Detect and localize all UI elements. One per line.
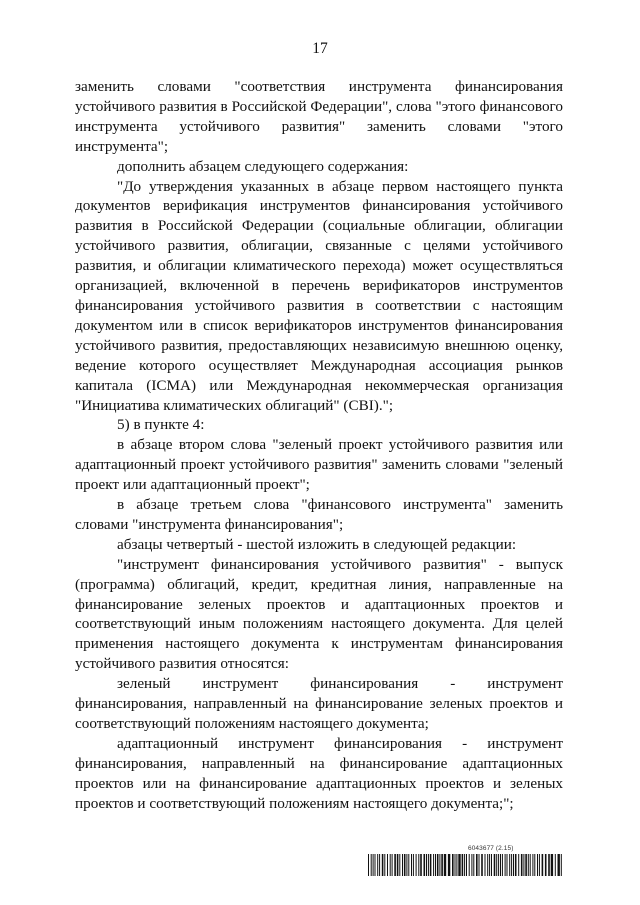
barcode-bar xyxy=(387,854,388,876)
barcode-bar xyxy=(534,854,535,876)
barcode-bar xyxy=(561,854,562,876)
barcode-bar xyxy=(518,854,519,876)
barcode-bar xyxy=(402,854,403,876)
barcode-bar xyxy=(428,854,429,876)
barcode-bar xyxy=(537,854,538,876)
barcode-bar xyxy=(502,854,503,876)
barcode-bar xyxy=(413,854,414,876)
barcode-bar xyxy=(523,854,524,876)
barcode-bar xyxy=(558,854,560,876)
paragraph: в абзаце втором слова "зеленый проект устойчивого развития или адаптационный проект устойчивого развития" заменить словами "зеленый проект или адаптационный проект"; xyxy=(75,436,563,494)
barcode-bar xyxy=(399,854,400,876)
barcode-bar xyxy=(511,854,512,876)
paragraph: в абзаце третьем слова "финансового инструмента" заменить словами "инструмента финансирования"; xyxy=(75,496,563,533)
barcode-bar xyxy=(455,854,456,876)
barcode-bar xyxy=(500,854,501,876)
barcode-bar xyxy=(521,854,523,876)
barcode-bar xyxy=(382,854,384,876)
barcode-bar xyxy=(471,854,472,876)
barcode-bar xyxy=(494,854,496,876)
barcode-bar xyxy=(375,854,376,876)
barcode-bar xyxy=(408,854,409,876)
barcode-bar xyxy=(539,854,540,876)
barcode-bar xyxy=(420,854,422,876)
paragraph: "инструмент финансирования устойчивого развития" - выпуск (программа) облигаций, кредит, кредитная линия, направленные на финансирование зеленых проектов и адаптационных проектов и соответствующий иным положениям настоящего документа. Для целей применения настоящего документа к инструментам финансирования устойчивого развития относятся: xyxy=(75,555,563,673)
barcode-bar xyxy=(548,854,550,876)
barcode-bar xyxy=(545,854,547,876)
paragraph: адаптационный инструмент финансирования - инструмент финансирования, направленный на финансирование адаптационных проектов или на финансирование адаптационных проектов и зеленых проектов и соответствующий положениям настоящего документа;"; xyxy=(75,734,563,812)
barcode-bar xyxy=(448,854,450,876)
barcode-bar xyxy=(456,854,457,876)
barcode-bar xyxy=(462,854,464,876)
barcode-bar xyxy=(371,854,372,876)
barcode-bar xyxy=(368,854,369,876)
barcode-bar xyxy=(373,854,374,876)
barcode-bar xyxy=(394,854,396,876)
barcode-bar xyxy=(489,854,490,876)
barcode-bar xyxy=(530,854,531,876)
barcode-bar xyxy=(487,854,488,876)
barcode-bar xyxy=(377,854,378,876)
paragraph: "До утверждения указанных в абзаце первом настоящего пункта документов верификация инструментов финансирования устойчивого развития в Российской Федерации (социальные облигации, облигации устойчивого развития, облигации, связанные с целями устойчивого развития, и облигации климатического перехода) может осуществляться организацией, включенной в перечень верификаторов инструментов финансирования устойчивого развития в соответствии с настоящим документом или в список верификаторов инструментов финансирования устойчивого развития, предоставляющих независимую внешнюю оценку, ведение которого осуществляет Международная ассоциация рынков капитала (ICMA) или Международная некоммерческая организация "Инициатива климатических облигаций" (CBI)."; xyxy=(75,177,563,414)
paragraph: заменить словами "соответствия инструмента финансирования устойчивого развития в Российской Федерации", слова "этого финансового инструмента устойчивого развития" заменить словами "этого инструмента"; xyxy=(75,78,563,155)
document-code: 6043677 (2.15) xyxy=(468,845,514,852)
page-number: 17 xyxy=(312,40,328,57)
body-text xyxy=(75,77,563,814)
barcode-bar xyxy=(513,854,514,876)
barcode-bar xyxy=(532,854,533,876)
barcode xyxy=(368,854,563,876)
barcode-bar xyxy=(528,854,529,876)
barcode-bar xyxy=(491,854,492,876)
barcode-bar xyxy=(485,854,486,876)
barcode-bar xyxy=(411,854,412,876)
barcode-bar xyxy=(384,854,385,876)
barcode-bar xyxy=(426,854,427,876)
barcode-bar xyxy=(542,854,544,876)
barcode-bar xyxy=(505,854,506,876)
barcode-bar xyxy=(379,854,380,876)
barcode-bar xyxy=(437,854,439,876)
barcode-bar xyxy=(404,854,406,876)
barcode-bar xyxy=(473,854,474,876)
barcode-bar xyxy=(441,854,443,876)
barcode-bar xyxy=(397,854,399,876)
barcode-bar xyxy=(439,854,440,876)
barcode-bar xyxy=(458,854,460,876)
barcode-bar xyxy=(464,854,465,876)
barcode-bar xyxy=(525,854,527,876)
paragraph: дополнить абзацем следующего содержания: xyxy=(117,157,409,175)
barcode-bar xyxy=(509,854,510,876)
barcode-bar xyxy=(430,854,432,876)
barcode-bar xyxy=(390,854,391,876)
barcode-bar xyxy=(435,854,436,876)
barcode-bar xyxy=(507,854,508,876)
barcode-bar xyxy=(551,854,553,876)
barcode-bar xyxy=(481,854,483,876)
barcode-bar xyxy=(469,854,470,876)
barcode-bar xyxy=(498,854,499,876)
barcode-bar xyxy=(418,854,419,876)
paragraph: абзацы четвертый - шестой изложить в следующей редакции: xyxy=(117,535,517,553)
barcode-bar xyxy=(496,854,497,876)
paragraph: 5) в пункте 4: xyxy=(117,416,205,434)
barcode-bar xyxy=(433,854,434,876)
paragraph: зеленый инструмент финансирования - инструмент финансирования, направленный на финансирование зеленых проектов и соответствующий положениям настоящего документа; xyxy=(75,675,563,732)
barcode-bar xyxy=(416,854,417,876)
barcode-bar xyxy=(424,854,426,876)
barcode-bar xyxy=(476,854,478,876)
barcode-bar xyxy=(392,854,393,876)
barcode-bar xyxy=(466,854,467,876)
barcode-bar xyxy=(444,854,446,876)
barcode-bar xyxy=(515,854,517,876)
barcode-bar xyxy=(452,854,454,876)
barcode-bar xyxy=(479,854,480,876)
barcode-bar xyxy=(555,854,556,876)
barcode-bar xyxy=(406,854,407,876)
